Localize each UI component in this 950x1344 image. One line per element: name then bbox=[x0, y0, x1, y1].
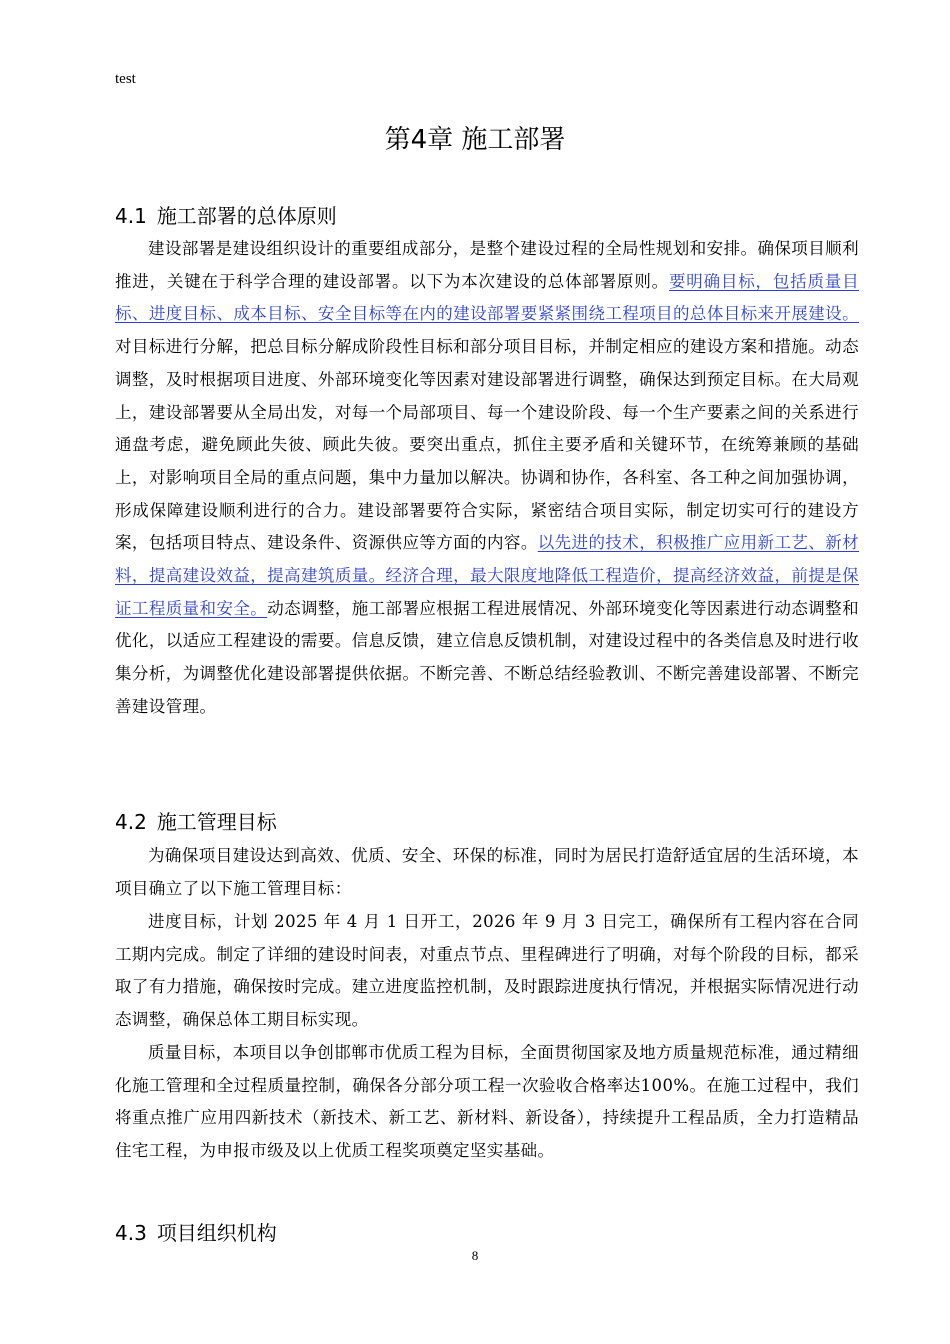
hyperlinked-text[interactable]: 要明确目标，包括质量目标、进度目标、成本目标、安全目标等在内的建设部署要紧紧围绕工程项目的总体目标来开展建设。 bbox=[115, 271, 859, 324]
section-number: 4.1 bbox=[115, 204, 147, 228]
paragraph-text: 动态调整，施工部署应根据工程进展情况、外部环境变化等因素进行动态调整和优化，以适应工程建设的需要。信息反馈，建立信息反馈机制，对建设过程中的各类信息及时进行收集分析，为调整优化建设部署提供依据。不断完善、不断总结经验教训、不断完善建设部署、不断完善建设管理。 bbox=[115, 598, 859, 716]
paragraph-text: 对目标进行分解，把总目标分解成阶段性目标和部分项目目标，并制定相应的建设方案和措施。动态调整，及时根据项目进度、外部环境变化等因素对建设部署进行调整，确保达到预定目标。在大局观上，建设部署要从全局出发，对每一个局部项目、每一个建设阶段、每一个生产要素之间的关系进行通盘考虑，避免顾此失彼、顾此失彼。要突出重点，抓住主要矛盾和关键环节，在统筹兼顾的基础上，对影响项目全局的重点问题，集中力量加以解决。协调和协作，各科室、各工种之间加强协调，形成保障建设顺利进行的合力。建设部署要符合实际，紧密结合项目实际，制定切实可行的建设方案，包括项目特点、建设条件、资源供应等方面的内容。 bbox=[115, 337, 859, 553]
section-title: 施工管理目标 bbox=[156, 810, 277, 834]
hyperlinked-text[interactable]: 以先进的技术，积极推广应用新工艺、新材料，提高建设效益，提高建筑质量。经济合理，最大限度地降低工程造价，提高经济效益，前提是保证工程质量和安全。 bbox=[115, 533, 859, 618]
paragraph-text: 建设部署是建设组织设计的重要组成部分，是整个建设过程的全局性规划和安排。确保项目顺利推进，关键在于科学合理的建设部署。以下为本次建设的总体部署原则。 bbox=[115, 239, 859, 291]
section-number: 4.2 bbox=[115, 810, 147, 834]
section-number: 4.3 bbox=[115, 1221, 147, 1245]
section-heading-4-1 bbox=[115, 202, 337, 230]
section-4-2-paragraph-quality: 质量目标，本项目以争创邯郸市优质工程为目标，全面贯彻国家及地方质量规范标准，通过精细化施工管理和全过程质量控制，确保各分部分项工程一次验收合格率达100%。在施工过程中，我们将重点推广应用四新技术（新技术、新工艺、新材料、新设备），持续提升工程品质，全力打造精品住宅工程，为申报市级及以上优质工程奖项奠定坚实基础。 bbox=[115, 1043, 859, 1161]
section-title: 施工部署的总体原则 bbox=[156, 204, 337, 228]
section-heading-4-2 bbox=[115, 808, 277, 836]
running-header: test bbox=[115, 71, 136, 87]
section-title: 项目组织机构 bbox=[156, 1221, 277, 1245]
section-4-1-paragraph bbox=[115, 233, 859, 724]
page-number: 8 bbox=[471, 1248, 479, 1263]
chapter-title: 第4章 施工部署 bbox=[384, 125, 566, 155]
section-4-2-paragraph-schedule: 进度目标，计划 2025 年 4 月 1 日开工，2026 年 9 月 3 日完工，确保所有工程内容在合同工期内完成。制定了详细的建设时间表，对重点节点、里程碑进行了明确，对每个阶段的目标，都采取了有力措施，确保按时完成。建立进度监控机制，及时跟踪进度执行情况，并根据实际情况进行动态调整，确保总体工期目标实现。 bbox=[115, 912, 859, 1030]
section-heading-4-3 bbox=[115, 1219, 277, 1247]
section-4-2-paragraph-intro: 为确保项目建设达到高效、优质、安全、环保的标准，同时为居民打造舒适宜居的生活环境，本项目确立了以下施工管理目标： bbox=[115, 846, 859, 898]
